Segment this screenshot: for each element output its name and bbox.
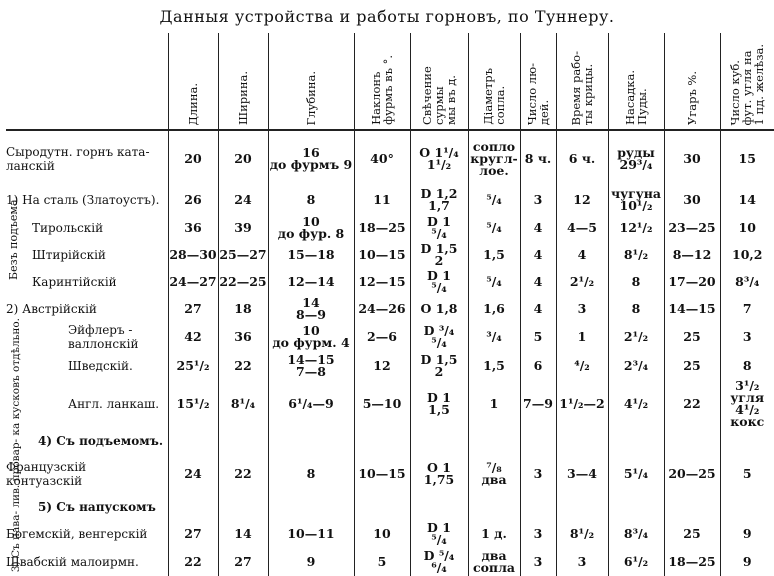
cell-2: 10 до фур. 8	[268, 214, 354, 241]
table-row-carinthian	[6, 268, 774, 295]
cell-8: 4¹/₂	[608, 380, 664, 428]
empty-cell	[354, 494, 410, 520]
cell-6: 6	[520, 352, 556, 380]
cell-10: 10,2	[720, 241, 774, 268]
cell-8: чугуна 10¹/₂	[608, 186, 664, 214]
cell-0: 26	[168, 186, 218, 214]
cell-1: 25—27	[218, 241, 268, 268]
empty-cell	[556, 494, 608, 520]
cell-1: 8¹/₄	[218, 380, 268, 428]
cell-6: 7—9	[520, 380, 556, 428]
cell-3: 12—15	[354, 268, 410, 295]
cell-4: D 1,5 2	[410, 352, 468, 380]
table-row-section-letting	[6, 494, 774, 520]
cell-6: 4	[520, 241, 556, 268]
header-length: Длина.	[168, 33, 218, 130]
header-tuyere-angle: Наклонъ фурмъ въ °.	[354, 33, 410, 130]
empty-cell	[168, 494, 218, 520]
cell-7: 4	[556, 241, 608, 268]
row-name-label: 2) Австрійскій	[6, 301, 97, 316]
cell-9: 8—12	[664, 241, 720, 268]
cell-5: 1 д.	[468, 520, 520, 548]
row-name-label: Швабскій малоирмн.	[6, 555, 139, 569]
cell-8: 2¹/₂	[608, 322, 664, 352]
empty-cell	[520, 428, 556, 454]
cell-10: 9	[720, 548, 774, 576]
cell-9: 18—25	[664, 548, 720, 576]
empty-cell	[664, 494, 720, 520]
cell-10: 7	[720, 295, 774, 322]
cell-8: 12¹/₂	[608, 214, 664, 241]
empty-cell	[520, 494, 556, 520]
cell-0: 42	[168, 322, 218, 352]
empty-cell	[410, 494, 468, 520]
cell-6: 3	[520, 520, 556, 548]
cell-7: 12	[556, 186, 608, 214]
cell-10: 5	[720, 454, 774, 494]
cell-4: D 1 1,5	[410, 380, 468, 428]
cell-2: 14 8—9	[268, 295, 354, 322]
cell-9: 20—25	[664, 454, 720, 494]
cell-2: 15—18	[268, 241, 354, 268]
cell-7: 4—5	[556, 214, 608, 241]
cell-2: 8	[268, 186, 354, 214]
cell-4: D 1,2 1,7	[410, 186, 468, 214]
cell-3: 10—15	[354, 241, 410, 268]
group-label-wallonian: 3) Съ нава- лив. провар- ка кусковъ отдѣльно.	[10, 318, 22, 573]
empty-cell	[218, 494, 268, 520]
cell-2: 12—14	[268, 268, 354, 295]
cell-5: ⁷/₈ два	[468, 454, 520, 494]
cell-3: 10	[354, 520, 410, 548]
cell-4: D 1 ⁵/₄	[410, 268, 468, 295]
cell-9: 25	[664, 322, 720, 352]
empty-cell	[218, 428, 268, 454]
cell-6: 8 ч.	[520, 130, 556, 186]
table-row-french-comtois	[6, 454, 774, 494]
cell-0: 24—27	[168, 268, 218, 295]
table-row-steel-zlatoust	[6, 186, 774, 214]
cell-10: 8³/₄	[720, 268, 774, 295]
cell-9: 30	[664, 186, 720, 214]
empty-cell	[268, 494, 354, 520]
cell-10: 3	[720, 322, 774, 352]
cell-8: 2³/₄	[608, 352, 664, 380]
cell-1: 36	[218, 322, 268, 352]
cell-2: 10—11	[268, 520, 354, 548]
cell-1: 39	[218, 214, 268, 241]
cell-6: 3	[520, 454, 556, 494]
cell-4: D 1 ⁵/₄	[410, 214, 468, 241]
cell-4: D ³/₄ ⁵/₄	[410, 322, 468, 352]
cell-7: 1	[556, 322, 608, 352]
cell-9: 14—15	[664, 295, 720, 322]
cell-3: 5	[354, 548, 410, 576]
header-workers: Число лю- дей.	[520, 33, 556, 130]
empty-cell	[664, 428, 720, 454]
table-row-catalan	[6, 130, 774, 186]
cell-0: 27	[168, 520, 218, 548]
table-row-bohemian-hungarian	[6, 520, 774, 548]
row-name	[6, 186, 168, 214]
cell-10: 3¹/₂ угля 4¹/₂ кокс	[720, 380, 774, 428]
cell-7: ⁴/₂	[556, 352, 608, 380]
row-name-label: 5) Съ напускомъ	[38, 500, 156, 514]
cell-10: 9	[720, 520, 774, 548]
empty-cell	[468, 428, 520, 454]
table-row-english-lancashire	[6, 380, 774, 428]
cell-6: 3	[520, 548, 556, 576]
cell-2: 14—15 7—8	[268, 352, 354, 380]
row-name-label: Каринтійскій	[32, 274, 117, 289]
empty-cell	[268, 428, 354, 454]
cell-0: 27	[168, 295, 218, 322]
row-name-label: Шведскій.	[68, 359, 133, 373]
header-bloom-time: Время рабо- ты крицы.	[556, 33, 608, 130]
cell-4: D ⁵/₄ ⁶/₄	[410, 548, 468, 576]
cell-3: 11	[354, 186, 410, 214]
cell-4: O 1 1,75	[410, 454, 468, 494]
header-charge: Насадка. Пуды.	[608, 33, 664, 130]
header-depth: Глубина.	[268, 33, 354, 130]
cell-8: руды 29³/₄	[608, 130, 664, 186]
row-name-label: Англ. ланкаш.	[68, 397, 160, 411]
cell-3: 24—26	[354, 295, 410, 322]
cell-5: ³/₄	[468, 322, 520, 352]
cell-8: 8	[608, 295, 664, 322]
cell-5: 1	[468, 380, 520, 428]
cell-0: 22	[168, 548, 218, 576]
group-label-without-lifting: Безъ подъема.	[7, 196, 20, 280]
cell-2: 16 до фурмъ 9	[268, 130, 354, 186]
row-name	[6, 428, 168, 454]
cell-1: 24	[218, 186, 268, 214]
table-row-swabian	[6, 548, 774, 576]
row-name	[6, 214, 168, 241]
cell-0: 24	[168, 454, 218, 494]
row-name	[6, 380, 168, 428]
header-loss: Угаръ %.	[664, 33, 720, 130]
header-width: Ширина.	[218, 33, 268, 130]
cell-8: 8	[608, 268, 664, 295]
empty-cell	[556, 428, 608, 454]
empty-cell	[608, 428, 664, 454]
cell-1: 18	[218, 295, 268, 322]
cell-3: 2—6	[354, 322, 410, 352]
cell-9: 17—20	[664, 268, 720, 295]
cell-7: 3	[556, 295, 608, 322]
empty-cell	[720, 428, 774, 454]
empty-cell	[468, 494, 520, 520]
row-name	[6, 130, 168, 186]
row-name	[6, 241, 168, 268]
cell-5: ⁵/₄	[468, 186, 520, 214]
cell-3: 18—25	[354, 214, 410, 241]
cell-0: 20	[168, 130, 218, 186]
header-row	[6, 33, 774, 130]
cell-5: ⁵/₄	[468, 268, 520, 295]
cell-5: 1,5	[468, 352, 520, 380]
empty-cell	[354, 428, 410, 454]
empty-cell	[608, 494, 664, 520]
cell-1: 20	[218, 130, 268, 186]
cell-1: 14	[218, 520, 268, 548]
cell-9: 30	[664, 130, 720, 186]
row-name-label: Сыродутн. горнъ ката- ланскій	[6, 144, 150, 173]
cell-7: 3—4	[556, 454, 608, 494]
cell-7: 3	[556, 548, 608, 576]
row-name	[6, 268, 168, 295]
table-row-eifel-walloon	[6, 322, 774, 352]
row-name	[6, 454, 168, 494]
cell-6: 5	[520, 322, 556, 352]
row-name-label: 4) Съ подъемомъ.	[38, 434, 163, 448]
cell-5: 1,6	[468, 295, 520, 322]
cell-0: 28—30	[168, 241, 218, 268]
cell-2: 9	[268, 548, 354, 576]
empty-cell	[720, 494, 774, 520]
table-row-section-lifting	[6, 428, 774, 454]
cell-8: 6¹/₂	[608, 548, 664, 576]
row-name-label: Тирольскій	[32, 220, 104, 235]
row-name-label: Французскій контуазскій	[6, 460, 87, 488]
cell-3: 5—10	[354, 380, 410, 428]
row-name-label: Эйфлеръ - валлонскій	[68, 323, 139, 351]
page-title: Данныя устройства и работы горновъ, по Туннеру.	[159, 7, 615, 26]
cell-1: 22—25	[218, 268, 268, 295]
cell-10: 15	[720, 130, 774, 186]
cell-8: 8³/₄	[608, 520, 664, 548]
cell-3: 12	[354, 352, 410, 380]
cell-5: сопло кругл- лое.	[468, 130, 520, 186]
cell-5: 1,5	[468, 241, 520, 268]
cell-1: 22	[218, 352, 268, 380]
header-tuyere-opening: Свѣчение сурмы мы въ д.	[410, 33, 468, 130]
empty-cell	[168, 428, 218, 454]
cell-0: 36	[168, 214, 218, 241]
cell-6: 4	[520, 214, 556, 241]
cell-1: 22	[218, 454, 268, 494]
row-name	[6, 548, 168, 576]
table-row-swedish	[6, 352, 774, 380]
cell-4: D 1,5 2	[410, 241, 468, 268]
cell-9: 23—25	[664, 214, 720, 241]
cell-7: 8¹/₂	[556, 520, 608, 548]
cell-10: 8	[720, 352, 774, 380]
cell-7: 6 ч.	[556, 130, 608, 186]
cell-7: 2¹/₂	[556, 268, 608, 295]
row-name-label: Штирійскій	[32, 247, 106, 262]
cell-6: 3	[520, 186, 556, 214]
row-name-label: Богемскій, венгерскій	[6, 527, 148, 541]
row-name-label: 1) На сталь (Златоустъ).	[6, 193, 160, 207]
header-name-cell	[6, 33, 168, 130]
cell-2: 10 до фурм. 4	[268, 322, 354, 352]
cell-1: 27	[218, 548, 268, 576]
table-row-austrian	[6, 295, 774, 322]
cell-10: 10	[720, 214, 774, 241]
cell-7: 1¹/₂—2	[556, 380, 608, 428]
table-row-tyrolean	[6, 214, 774, 241]
cell-2: 8	[268, 454, 354, 494]
cell-9: 25	[664, 352, 720, 380]
cell-10: 14	[720, 186, 774, 214]
cell-0: 15¹/₂	[168, 380, 218, 428]
row-name	[6, 494, 168, 520]
cell-4: О 1¹/₄ 1¹/₂	[410, 130, 468, 186]
cell-0: 25¹/₂	[168, 352, 218, 380]
cell-6: 4	[520, 268, 556, 295]
table-row-styrian	[6, 241, 774, 268]
cell-9: 25	[664, 520, 720, 548]
row-name	[6, 352, 168, 380]
cell-4: D 1 ⁵/₄	[410, 520, 468, 548]
cell-5: ⁵/₄	[468, 214, 520, 241]
cell-8: 8¹/₂	[608, 241, 664, 268]
header-nozzle-diameter: Діаметръ сопла.	[468, 33, 520, 130]
cell-3: 40°	[354, 130, 410, 186]
cell-3: 10—15	[354, 454, 410, 494]
row-name	[6, 295, 168, 322]
cell-4: O 1,8	[410, 295, 468, 322]
cell-6: 4	[520, 295, 556, 322]
hearth-data-table	[6, 33, 774, 576]
cell-9: 22	[664, 380, 720, 428]
cell-2: 6¹/₄—9	[268, 380, 354, 428]
cell-5: два сопла	[468, 548, 520, 576]
row-name	[6, 322, 168, 352]
empty-cell	[410, 428, 468, 454]
header-coal: Число куб. фут. угля на 1 пд. желѣза.	[720, 33, 774, 130]
row-name	[6, 520, 168, 548]
cell-8: 5¹/₄	[608, 454, 664, 494]
